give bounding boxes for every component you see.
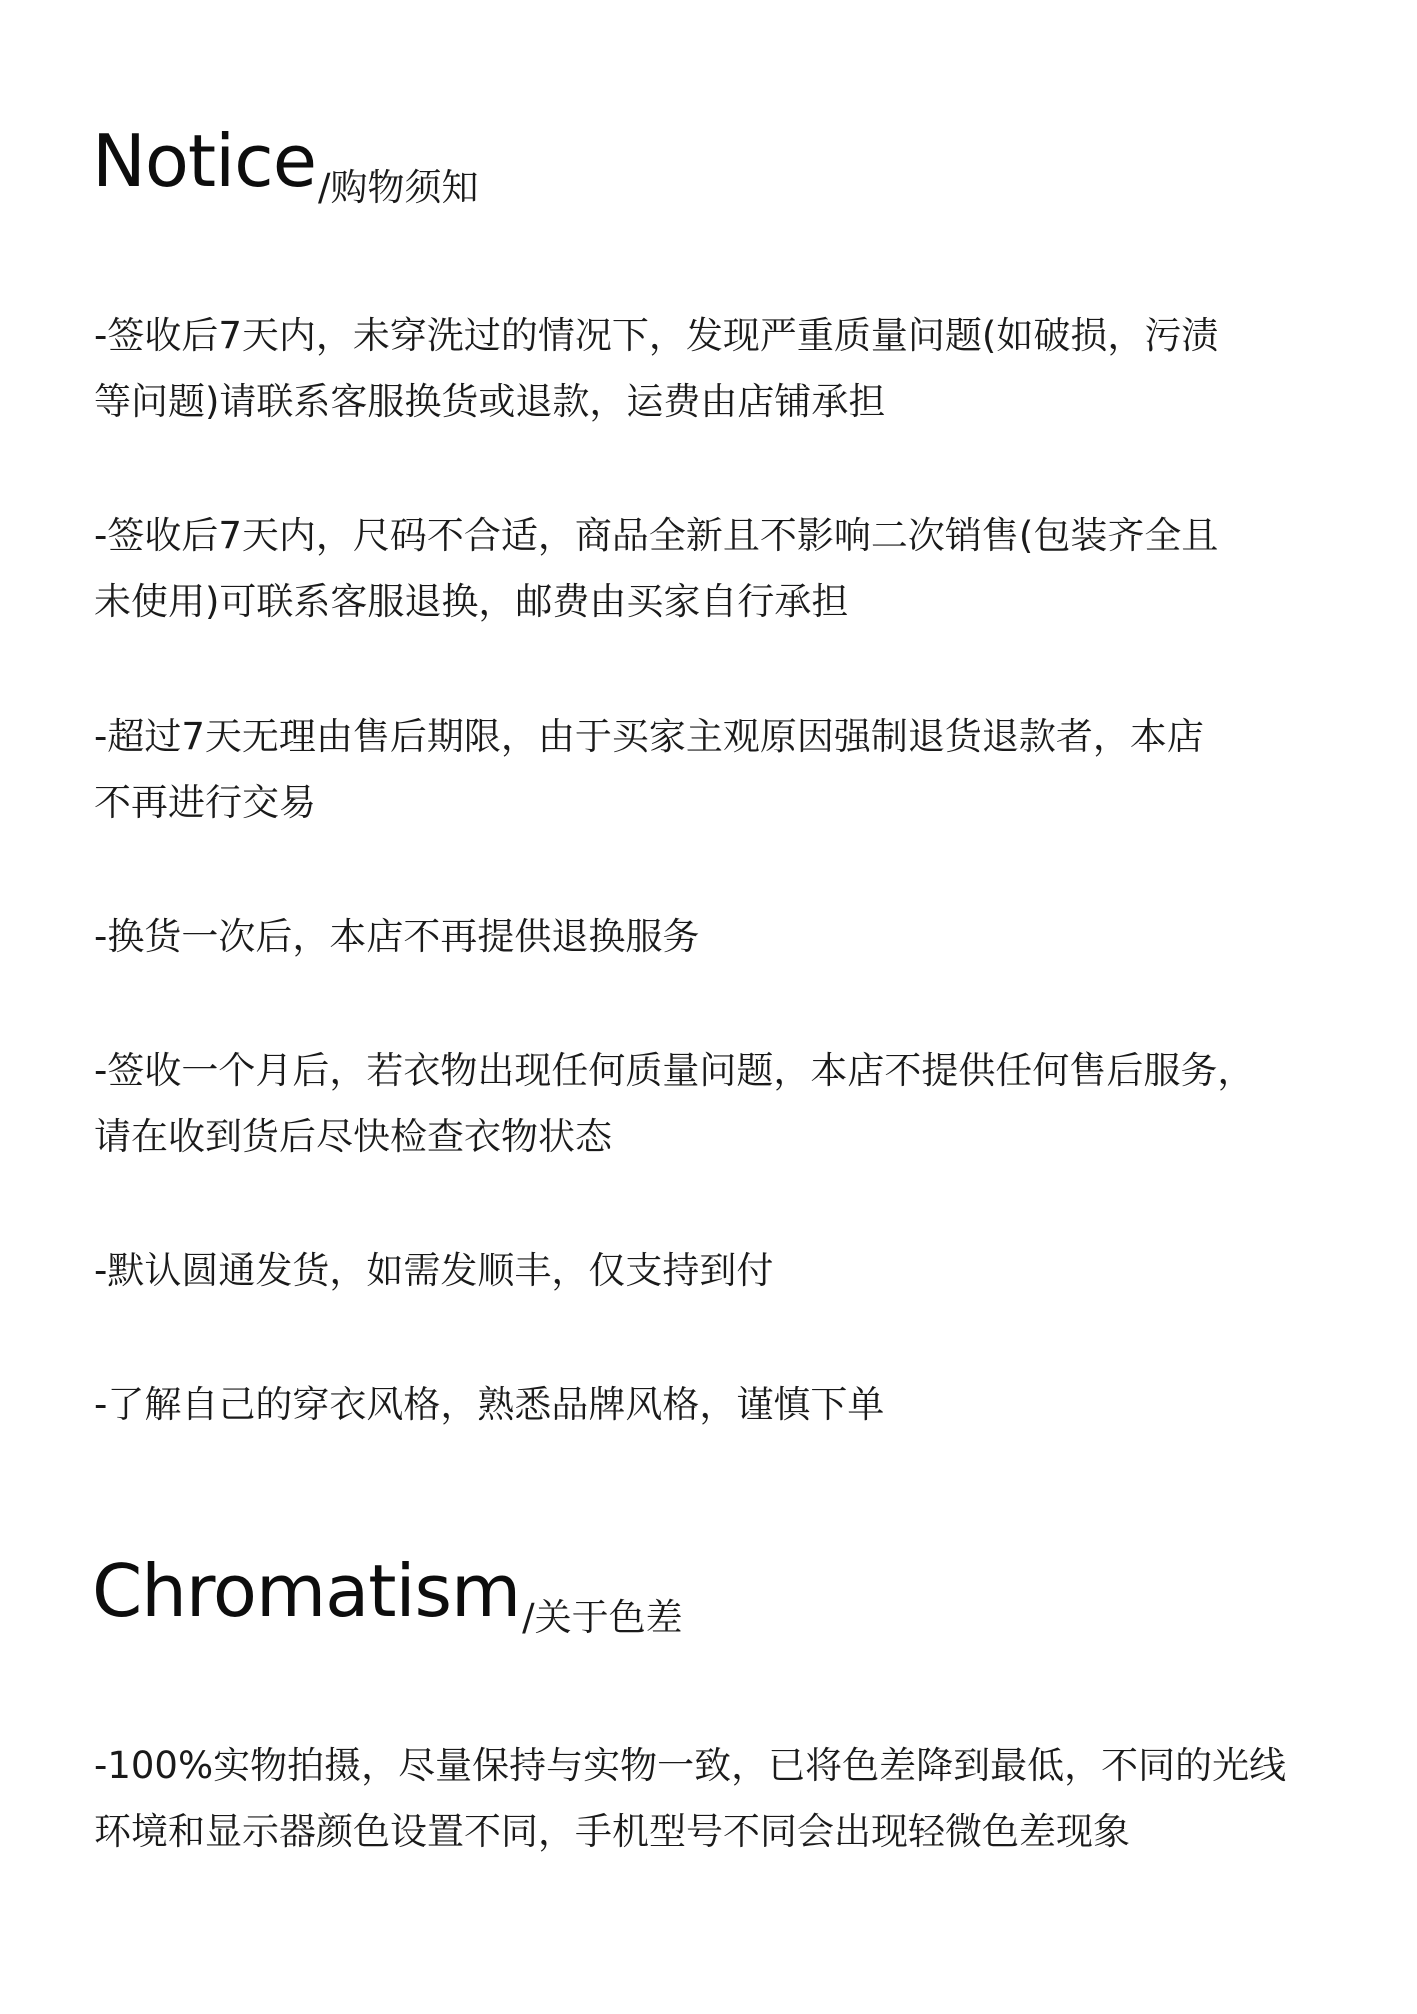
notice-item-line: -了解自己的穿衣风格，熟悉品牌风格，谨慎下单 (94, 1383, 885, 1426)
notice-item (94, 503, 1344, 635)
notice-item (94, 704, 1344, 836)
chromatism-subtitle: /关于色差 (522, 1596, 683, 1639)
notice-item-line: 等问题)请联系客服换货或退款，运费由店铺承担 (94, 380, 886, 423)
notice-item (94, 904, 1344, 970)
notice-title: Notice (92, 119, 317, 203)
notice-item-line: 未使用)可联系客服退换，邮费由买家自行承担 (94, 580, 849, 623)
chromatism-item-line: -100%实物拍摄，尽量保持与实物一致，已将色差降到最低，不同的光线 (94, 1744, 1287, 1787)
chromatism-heading (92, 1549, 683, 1639)
notice-item (94, 1372, 1344, 1438)
notice-item-line: -签收后7天内，未穿洗过的情况下，发现严重质量问题(如破损，污渍 (94, 314, 1219, 357)
chromatism-title: Chromatism (92, 1549, 521, 1633)
notice-heading (92, 119, 479, 209)
notice-item-line: -换货一次后，本店不再提供退换服务 (94, 915, 700, 958)
notice-item (94, 1038, 1344, 1170)
notice-subtitle: /购物须知 (318, 166, 479, 209)
notice-item (94, 303, 1344, 435)
notice-item-line: 请在收到货后尽快检查衣物状态 (94, 1115, 612, 1158)
chromatism-item-line: 环境和显示器颜色设置不同，手机型号不同会出现轻微色差现象 (94, 1810, 1130, 1853)
notice-item-line: -默认圆通发货，如需发顺丰，仅支持到付 (94, 1249, 774, 1292)
notice-item-line: 不再进行交易 (94, 781, 316, 824)
notice-item (94, 1238, 1344, 1304)
notice-item-line: -签收一个月后，若衣物出现任何质量问题，本店不提供任何售后服务， (94, 1049, 1255, 1092)
chromatism-item (94, 1733, 1344, 1865)
notice-item-line: -签收后7天内，尺码不合适，商品全新且不影响二次销售(包装齐全且 (94, 514, 1219, 557)
notice-item-line: -超过7天无理由售后期限，由于买家主观原因强制退货退款者，本店 (94, 715, 1204, 758)
